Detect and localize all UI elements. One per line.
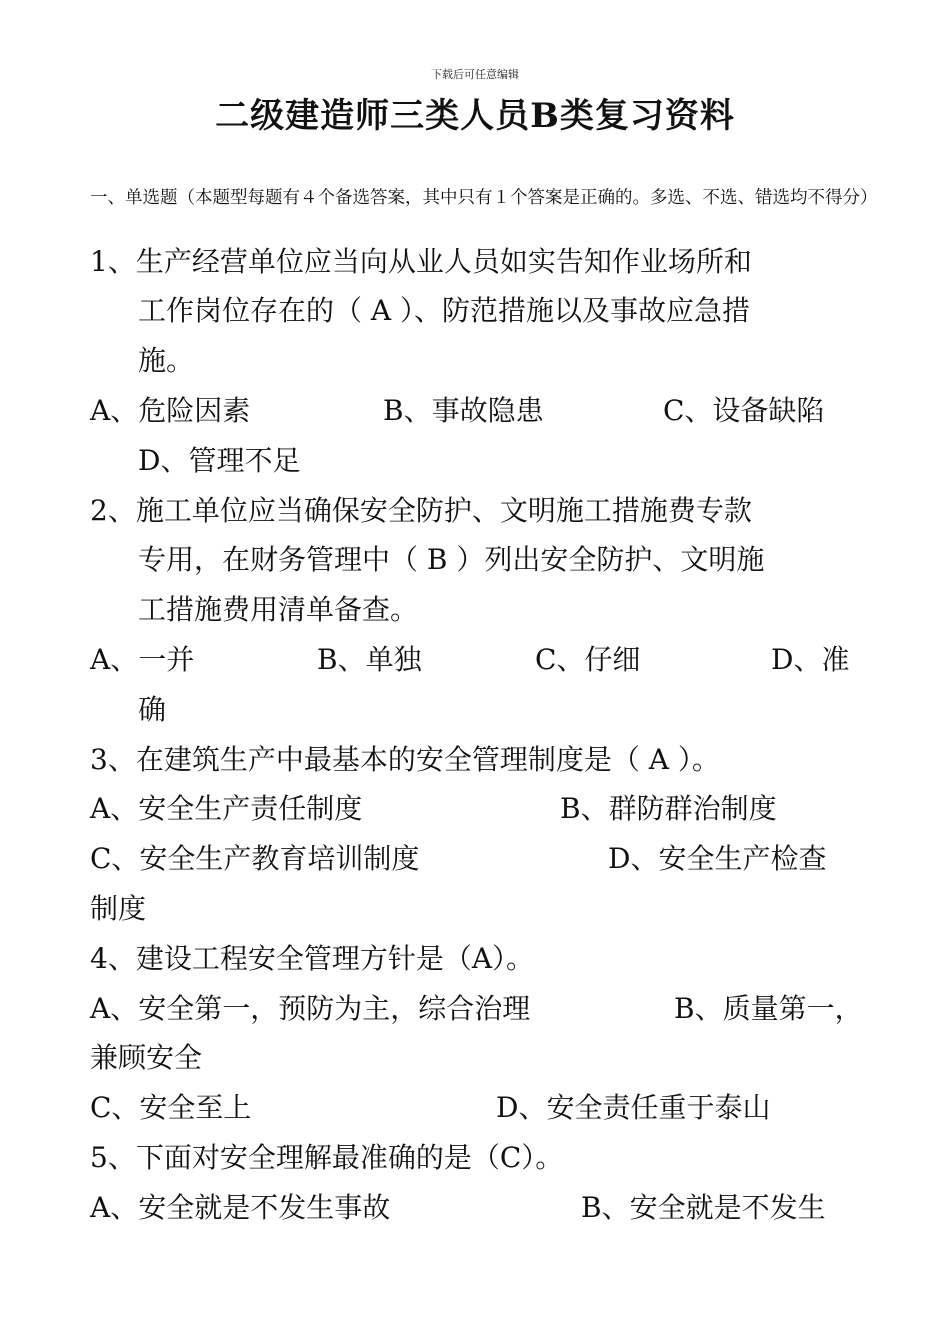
- q1-option-a: A、危险因素: [90, 394, 251, 427]
- q3-option-c: C、安全生产教育培训制度: [90, 842, 420, 875]
- q3-option-d: D、安全生产检查: [608, 842, 827, 875]
- q4-option-d: D、安全责任重于泰山: [496, 1091, 771, 1124]
- q5-option-b: B、安全就是不发生: [581, 1191, 826, 1224]
- q2-option-b: B、单独: [317, 643, 422, 676]
- q3-option-b: B、群防群治制度: [560, 792, 777, 825]
- question-1-line-3: 施。: [138, 344, 195, 377]
- q3-option-d-continued: 制度: [90, 892, 147, 925]
- q1-option-b: B、事故隐患: [383, 394, 544, 427]
- q2-option-a: A、一并: [90, 643, 195, 676]
- q2-option-c: C、仔细: [535, 643, 641, 676]
- question-2-line-1: 2、施工单位应当确保安全防护、文明施工措施费专款: [90, 494, 752, 527]
- q4-option-c: C、安全至上: [90, 1091, 252, 1124]
- section-instruction: 一、单选题（本题型每题有４个备选答案，其中只有１个答案是正确的。多选、不选、错选均不得分）: [90, 188, 878, 208]
- q4-option-a: A、安全第一，预防为主，综合治理: [90, 992, 531, 1025]
- question-5-line-1: 5、下面对安全理解最准确的是（C）。: [90, 1141, 564, 1174]
- q4-option-b-continued: 兼顾安全: [90, 1041, 203, 1074]
- document-title: 二级建造师三类人员B类复习资料: [215, 96, 735, 136]
- question-2-line-2: 专用，在财务管理中（ B ）列出安全防护、文明施: [138, 543, 765, 576]
- question-1-line-1: 1、生产经营单位应当向从业人员如实告知作业场所和: [90, 245, 752, 278]
- question-4-line-1: 4、建设工程安全管理方针是（A）。: [90, 942, 535, 975]
- question-1-line-2: 工作岗位存在的（ A ）、防范措施以及事故应急措: [138, 294, 751, 327]
- q3-option-a: A、安全生产责任制度: [90, 792, 363, 825]
- q4-option-b: B、质量第一，: [674, 992, 863, 1025]
- q1-option-c: C、设备缺陷: [663, 394, 825, 427]
- question-2-line-3: 工措施费用清单备查。: [138, 593, 419, 626]
- q1-option-d: D、管理不足: [138, 444, 301, 477]
- q2-option-d-continued: 确: [138, 693, 167, 726]
- q2-option-d: D、准: [771, 643, 850, 676]
- header-note: 下载后可任意编辑: [431, 68, 519, 81]
- question-3-line-1: 3、在建筑生产中最基本的安全管理制度是（ A ）。: [90, 743, 720, 776]
- q5-option-a: A、安全就是不发生事故: [90, 1191, 391, 1224]
